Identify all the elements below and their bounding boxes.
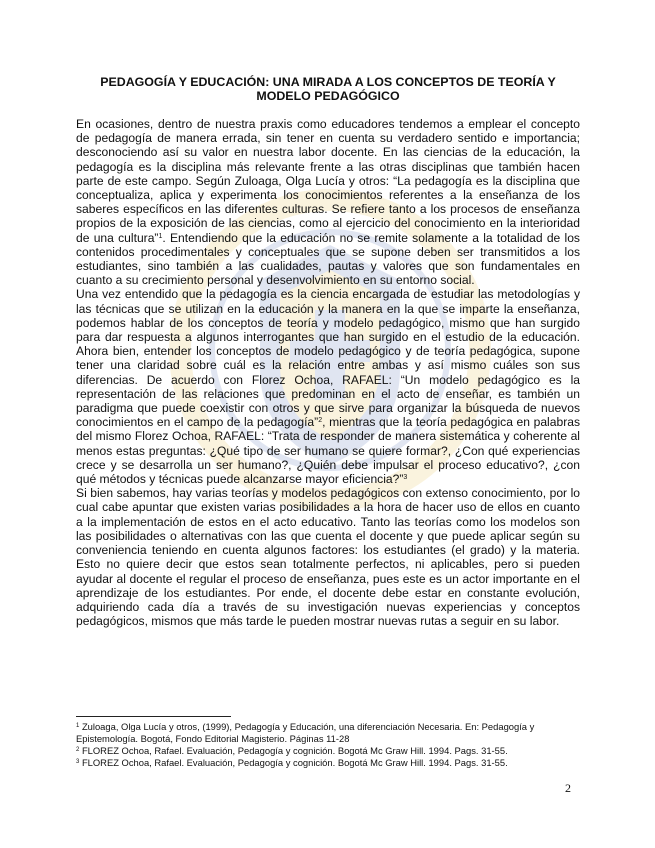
paragraph-text: Si bien sabemos, hay varias teorías y modelos pedagógicos con extenso conocimiento, por lo cual cabe apuntar que existen varias posibilidades a la hora de hacer uso de ellos en cuanto a la implementación de estos en el acto educativo. Tanto las teorías como los modelos son las posibilidades o alternativas con las que cuenta el docente y que puede aplicar según su conveniencia teniendo en cuenta algunos factores: los estudiantes (el grado) y la materia. Esto no quiere decir que estos sean totalmente perfectos, ni aplicables, pero si pueden ayudar al docente el regular el proceso de enseñanza, pues este es un actor importante en el aprendizaje de los estudiantes. Por ende, el docente debe estar en constante evolución, adquiriendo cada día a través de su investigación nuevas experiencias y conceptos pedagógicos, mismos que más tarde le pueden mostrar nuevas rutas a seguir en su labor. <box>76 486 580 629</box>
paragraph-text: , mientras que la teoría pedagógica en palabras del mismo Florez Ochoa, RAFAEL: “Trata de responder de manera sistemática y coherente al menos estas preguntas: ¿Qué tipo de ser humano se quiere formar?, ¿Con qué experiencias crece y se desarrolla un ser humano?, ¿Quién debe impulsar el proceso educativo?, ¿con qué métodos y técnicas puede alcanzarse mayor eficiencia?” <box>76 415 580 487</box>
footnote-reference[interactable]: 2 <box>318 417 323 425</box>
footnote-text: Zuloaga, Olga Lucía y otros, (1999), Pedagogía y Educación, una diferenciación Necesaria. En: Pedagogía y Epistemología. Bogotá, Fondo Editorial Magisterio. Páginas 11-28 <box>76 721 535 744</box>
footnote <box>76 721 580 745</box>
footnote-reference[interactable]: 1 <box>158 232 163 240</box>
page-number: 2 <box>565 781 571 795</box>
document-body <box>76 117 580 628</box>
footnote-mark: 2 <box>76 747 80 753</box>
footnote-text: FLOREZ Ochoa, Rafael. Evaluación, Pedagogía y cognición. Bogotá Mc Graw Hill. 1994. Pags. 31-55. <box>79 757 508 768</box>
footnote <box>76 745 580 757</box>
paragraph <box>76 287 580 486</box>
paragraph-text: En ocasiones, dentro de nuestra praxis como educadores tendemos a emplear el concepto de pedagogía de manera errada, sin tener en cuenta su verdadero sentido e importancia; desconociendo así su valor en nuestra labor docente. En las ciencias de la educación, la pedagogía es la disciplina más relevante frente a las otras disciplinas que también hacen parte de este campo. Según Zuloaga, Olga Lucía y otros: “La pedagogía es la disciplina que conceptualiza, aplica y experimenta los conocimientos referentes a la enseñanza de los saberes específicos en las diferentes culturas. Se refiere tanto a los procesos de enseñanza propios de la exposición de las ciencias, como al ejercicio del conocimiento en la interioridad de una cultura” <box>76 117 580 245</box>
paragraph <box>76 486 580 628</box>
paragraph-text: Una vez entendido que la pedagogía es la ciencia encargada de estudiar las metodologías y las técnicas que se utilizan en la educación y la manera en la que se imparte la enseñanza, podemos hablar de los conceptos de teoría y modelo pedagógico, mismo que han surgido para dar respuesta a algunos interrogantes que han surgido en el estudio de la educación. Ahora bien, entender los conceptos de modelo pedagógico y de teoría pedagógica, supone tener una claridad sobre cuál es la relación entre ambas y así mismo cuáles son sus diferencias. De acuerdo con Florez Ochoa, RAFAEL: “Un modelo pedagógico es la representación de las relaciones que predominan en el acto de enseñar, es también un paradigma que puede coexistir con otros y que sirve para organizar la búsqueda de nuevos conocimientos en el campo de la pedagogía” <box>76 287 580 430</box>
paragraph <box>76 117 580 287</box>
footnote-mark: 3 <box>76 759 80 765</box>
footnote <box>76 757 580 769</box>
footnote-separator <box>76 716 231 717</box>
document-title: PEDAGOGÍA Y EDUCACIÓN: UNA MIRADA A LOS CONCEPTOS DE TEORÍA Y MODELO PEDAGÓGICO <box>100 75 556 103</box>
footnote-reference[interactable]: 3 <box>403 474 408 482</box>
footnote-text: FLOREZ Ochoa, Rafael. Evaluación, Pedagogía y cognición. Bogotá Mc Graw Hill. 1994. Pags. 31-55. <box>79 745 508 756</box>
footnotes <box>76 721 580 769</box>
footnote-mark: 1 <box>76 723 80 729</box>
paragraph-text: . Entendiendo que la educación no se remite solamente a la totalidad de los contenidos procedimentales y conceptuales que se supone deben ser transmitidos a los estudiantes, sino también a las cualidades, pautas y valores que son fundamentales en cuanto a su crecimiento personal y desenvolvimiento en su entorno social. <box>76 230 580 288</box>
